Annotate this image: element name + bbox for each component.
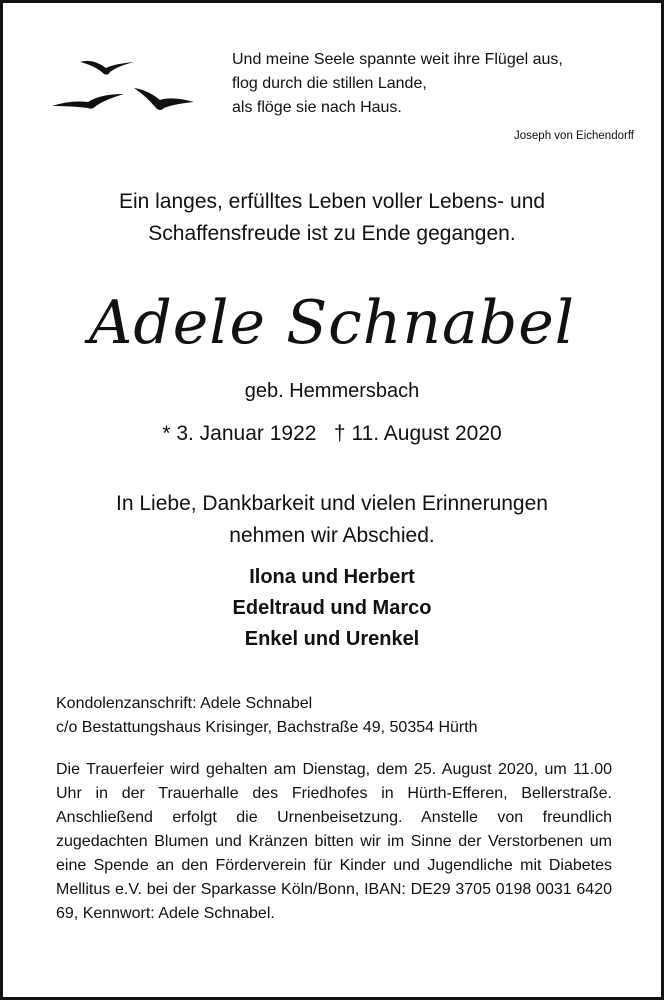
farewell-line: In Liebe, Dankbarkeit und vielen Erinnerungen — [116, 492, 548, 515]
family-member: Enkel und Urenkel — [244, 628, 420, 650]
funeral-service-text: Die Trauerfeier wird gehalten am Dienstag, dem 25. August 2020, um 11.00 Uhr in der Trauerhalle des Friedhofes in Hürth-Efferen, Bellerstraße. Anschließend erfolgt die Urnenbeisetzung. Anstelle von freundlich zugedachten Blumen und Kränzen bitten wir im Sinne der Verstorbenen um eine Spende an den Förderverein für Kinder und Jugendliche mit Diabetes Mellitus e.V. bei der Sparkasse Köln/Bonn, IBAN: DE29 3705 0198 0031 6420 69, Kennwort: Adele Schnabel. — [56, 761, 612, 922]
farewell-text — [0, 488, 664, 552]
deceased-name: Adele Schnabel — [89, 288, 575, 358]
condolence-address — [56, 692, 616, 740]
family-names — [0, 562, 664, 655]
poem-line: als flöge sie nach Haus. — [232, 99, 402, 116]
poem — [232, 48, 622, 120]
family-member: Ilona und Herbert — [249, 566, 415, 588]
intro-text — [0, 186, 664, 250]
life-dates: * 3. Januar 1922 † 11. August 2020 — [162, 422, 502, 445]
poem-line: flog durch die stillen Lande, — [232, 75, 427, 92]
intro-line: Ein langes, erfülltes Leben voller Lebens- und — [118, 190, 546, 213]
farewell-line: nehmen wir Abschied. — [229, 524, 435, 547]
address-line: c/o Bestattungshaus Krisinger, Bachstraße 49, 50354 Hürth — [56, 719, 478, 736]
poem-author: Joseph von Eichendorff — [514, 130, 634, 142]
address-line: Kondolenzanschrift: Adele Schnabel — [56, 695, 313, 712]
intro-line: Schaffensfreude ist zu Ende gegangen. — [148, 222, 516, 245]
birds-icon — [48, 50, 208, 120]
birth-name: geb. Hemmersbach — [244, 380, 420, 402]
family-member: Edeltraud und Marco — [232, 597, 432, 619]
poem-line: Und meine Seele spannte weit ihre Flügel aus, — [232, 51, 563, 68]
